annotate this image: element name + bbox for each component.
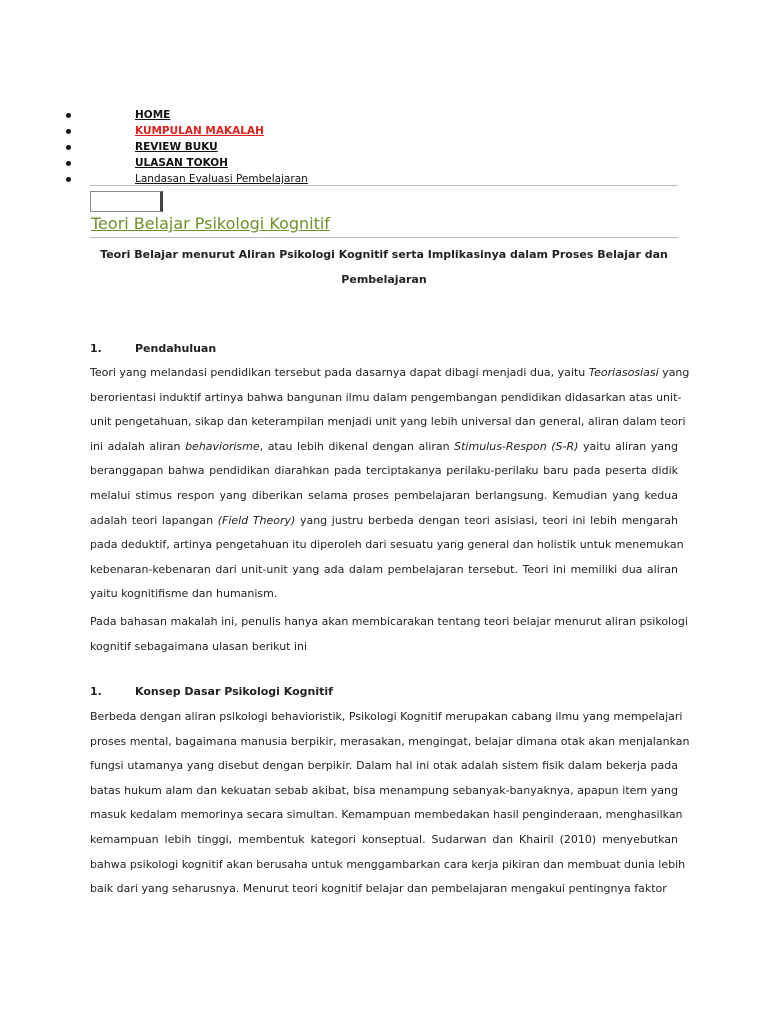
text-run: kemampuan lebih tinggi, membentuk kategori konseptual. Sudarwan dan Khairil (2010) menyebutkan xyxy=(90,832,678,846)
paragraph-line xyxy=(90,828,678,853)
nav-link-landasan-evaluasi[interactable]: Landasan Evaluasi Pembelajaran xyxy=(135,173,308,185)
subtitle-line: Pembelajaran xyxy=(341,273,427,286)
search-input[interactable] xyxy=(90,191,163,212)
section-number: 1. xyxy=(90,342,102,355)
text-run: yaitu aliran yang xyxy=(578,439,678,453)
italic-term: Teoriasosiasi xyxy=(588,366,659,379)
nav-link-review-buku[interactable]: REVIEW BUKU xyxy=(135,141,218,153)
paragraph-line xyxy=(90,459,678,484)
text-run: berorientasi induktif artinya bahwa bangunan ilmu dalam pengembangan pendidikan didasarkan atas unit- xyxy=(90,390,682,404)
article-title[interactable]: Teori Belajar Psikologi Kognitif xyxy=(91,214,330,233)
paragraph-line xyxy=(90,754,678,779)
text-run: unit pengetahuan, sikap dan keterampilan menjadi unit yang lebih universal dan general, aliran dalam teori xyxy=(90,415,686,429)
paragraph-line xyxy=(90,635,678,660)
title-divider xyxy=(90,237,678,238)
text-run: ini adalah aliran xyxy=(90,439,186,453)
nav-link-kumpulan-makalah[interactable]: KUMPULAN MAKALAH xyxy=(135,125,264,137)
text-run: baik dari yang seharusnya. Menurut teori kognitif belajar dan pembelajaran mengakui pentingnya faktor xyxy=(90,882,667,896)
section-heading: Pendahuluan xyxy=(135,342,217,355)
paragraph-line xyxy=(90,877,678,902)
bullet-icon xyxy=(66,177,71,182)
text-run: Teori yang melandasi pendidikan tersebut pada dasarnya dapat dibagi menjadi dua, yaitu xyxy=(90,366,589,379)
paragraph-line xyxy=(90,582,678,607)
text-run: bahwa psikologi kognitif akan berusaha untuk menggambarkan cara kerja pikiran dan membuat dunia lebih xyxy=(90,857,686,871)
nav-divider xyxy=(90,185,678,186)
paragraph-line xyxy=(90,853,686,878)
text-run: Pada bahasan makalah ini, penulis hanya akan membicarakan tentang teori belajar menurut aliran psikologi xyxy=(90,615,688,628)
paragraph-line xyxy=(90,361,690,386)
paragraph-line xyxy=(90,779,678,804)
paragraph-line xyxy=(90,484,678,509)
text-run: kebenaran-kebenaran dari unit-unit yang ada dalam pembelajaran tersebut. Teori ini memiliki dua aliran xyxy=(90,562,678,576)
italic-term: Stimulus-Respon (S-R) xyxy=(454,439,579,453)
bullet-icon xyxy=(66,129,71,134)
bullet-icon xyxy=(66,161,71,166)
nav-link-ulasan-tokoh[interactable]: ULASAN TOKOH xyxy=(135,157,228,169)
bullet-icon xyxy=(66,145,71,150)
text-run: yaitu kognitifisme dan humanism. xyxy=(90,587,278,601)
text-run: pada deduktif, artinya pengetahuan itu diperoleh dari sesuatu yang general dan holistik untuk menemukan xyxy=(90,538,684,552)
section-paragraph xyxy=(90,610,688,659)
section-paragraph xyxy=(90,361,690,607)
text-run: melalui stimus respon yang diberikan selama proses pembelajaran berlangsung. Kemudian yang kedua xyxy=(90,488,678,502)
paragraph-line xyxy=(90,610,688,635)
italic-term: behaviorisme xyxy=(185,439,260,453)
text-run: proses mental, bagaimana manusia berpikir, merasakan, mengingat, belajar dimana otak akan menjalankan xyxy=(90,734,690,748)
italic-term: (Field Theory) xyxy=(217,513,296,527)
section-heading: Konsep Dasar Psikologi Kognitif xyxy=(135,685,333,698)
subtitle-line: Teori Belajar menurut Aliran Psikologi Kognitif serta Implikasinya dalam Proses Belajar dan xyxy=(100,248,668,261)
text-run: yang justru berbeda dengan teori asisiasi, teori ini lebih mengarah xyxy=(295,513,678,527)
text-run: masuk kedalam memorinya secara simultan. Kemampuan membedakan hasil penginderaan, menghasilkan xyxy=(90,808,683,822)
text-run: adalah teori lapangan xyxy=(90,513,218,527)
paragraph-line xyxy=(90,558,678,583)
paragraph-line xyxy=(90,386,682,411)
paragraph-line xyxy=(90,435,678,460)
text-run: yang xyxy=(658,366,690,379)
text-run: fungsi utamanya yang disebut dengan berpikir. Dalam hal ini otak adalah sistem fisik dalam bekerja pada xyxy=(90,759,678,773)
section-paragraph xyxy=(90,705,690,902)
section-number: 1. xyxy=(90,685,102,698)
paragraph-line xyxy=(90,533,684,558)
paragraph-line xyxy=(90,509,678,534)
text-run: kognitif sebagaimana ulasan berikut ini xyxy=(90,639,308,653)
paragraph-line xyxy=(90,730,690,755)
bullet-icon xyxy=(66,113,71,118)
text-run: batas hukum alam dan kekuatan sebab akibat, bisa menampung sebanyak-banyaknya, apapun item yang xyxy=(90,783,678,797)
paragraph-line xyxy=(90,705,683,730)
text-run: , atau lebih dikenal dengan aliran xyxy=(259,439,455,453)
article-subtitle xyxy=(90,242,678,292)
text-run: beranggapan bahwa pendidikan diarahkan pada terciptakanya perilaku-perilaku baru pada peserta didik xyxy=(90,464,678,478)
paragraph-line xyxy=(90,410,686,435)
text-run: Berbeda dengan aliran psikologi behavioristik, Psikologi Kognitif merupakan cabang ilmu yang mempelajari xyxy=(90,710,683,723)
nav-link-home[interactable]: HOME xyxy=(135,109,171,121)
paragraph-line xyxy=(90,803,683,828)
